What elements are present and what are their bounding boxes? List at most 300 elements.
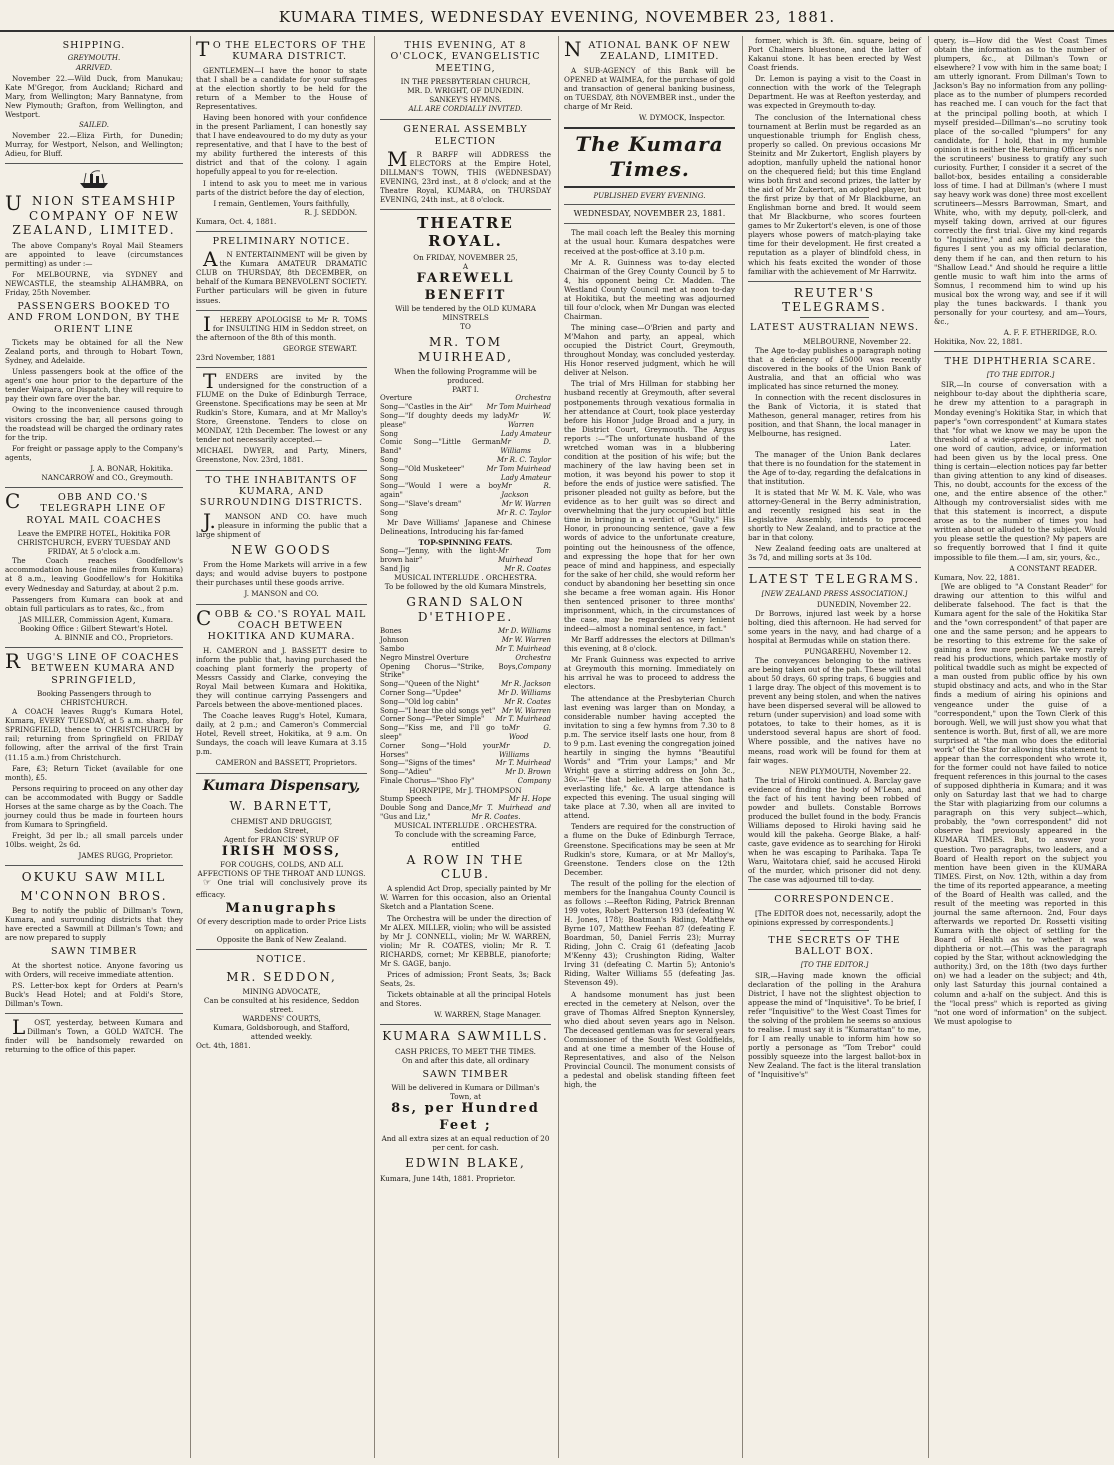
programme-performer: Mr D. Williams	[500, 438, 551, 456]
programme-performer: Orchestra	[515, 394, 551, 403]
union-signature: J. A. BONAR, Hokitika.	[90, 463, 173, 473]
apology-notice	[196, 311, 367, 362]
letter-place: Hokitika, Nov. 22, 1881.	[934, 337, 1023, 347]
theatre-royal-ad	[380, 214, 551, 1019]
programme-performer: Mr R. C. Taylor	[496, 456, 551, 465]
programme-performer: Mr R. Coates	[504, 697, 551, 706]
programme-performer: Mr R. Jackson	[501, 482, 551, 500]
evangelistic-text: ALL ARE CORDIALLY INVITED.	[408, 105, 523, 114]
rugg-text: Freight, 3d per lb.; all small parcels under 10lbs. weight, 2s 6d.	[5, 831, 183, 850]
rugg-text: Persons requiring to proceed on any other day can be accommodated with Buggy or Saddle Horses at the same charge as by the Coach. The journey could thus be made in fourteen hours from Kumara to Springfield.	[5, 783, 183, 829]
news-paragraph: The trial of Mrs Hillman for stabbing her husband recently at Greymouth, after several postponements through vexatious formalia in her attendance at Court, took place yesterday before his Honor Judge Broad and a jury, in the District Court, Greymouth. The Argus reports :—"The unfortunate husband of the wretched woman was in a blubbering condition at the position of his wife; but the machinery of the law having been set in motion, it was beyond his power to stop it before the ends of justice were satisfied. The prisoner pleaded not guilty as before, but the evidence as to her guilt was so direct and overwhelming that the jury occupied but little time in bringing in a verdict of "Guilty." His Honor, in pronouncing sentence, gave a few words of advice to the unfortunate creature, pointing out the heinousness of the offence, and expressing the hope that for her own peace of mind and happiness, and especially for the sake of her child, she would reform her conduct by abandoning her besetting sin once she became a free woman again. His Honor then sentenced prisoner to three months' imprisonment, which, in the circumstances of the case, may be regarded as very lenient indeed—almost a nominal sentence, in fact."	[564, 379, 735, 634]
programme-item	[380, 547, 551, 565]
letter-place: Kumara, Nov. 22, 1881.	[934, 572, 1020, 582]
latest-telegrams	[748, 572, 921, 884]
programme-performer: Orchestra	[515, 653, 551, 662]
sawmills-price: 8s, per Hundred Feet ;	[391, 1101, 540, 1133]
letter-to: [TO THE EDITOR.]	[986, 370, 1055, 379]
apology-text: IHEREBY APOLOGISE to Mr R. TOMS for INSULTING HIM in Seddon street, on the afternoon of the 8th of this month.	[196, 311, 367, 342]
letter-text: SIR,—In course of conversation with a neighbour to-day about the diphtheria scare, he drew my attention to a paragraph in Monday evening's Hokitika Star, in which that paper's "own correspondent" at Kumara states that "for what we know we may be upon the threshold of a wide-spread epidemic, yet not one word of caution, advice, or information had been given us by the local press. One thing is certain—election notices pay far better than giving attention to any kind of diseases. This, no doubt, accounts for the excess of the one, and the entire absence of the other." Although my controversialist sides with me that this statement is incorrect, a dispute arose as to the number of times you had written about or alluded to the subject. Would you please settle the question? My papers are so frequently borrowed that I find it quite impossible to file them.—I am, sir, yours, &c.,	[934, 380, 1107, 562]
news-paragraph: Dr. Lemon is paying a visit to the Coast in connection with the work of the Telegraph Department. He was at Reefton yesterday, and was expected in Greymouth to-day.	[748, 74, 921, 111]
cobb-heading: COBB AND CO.'S TELEGRAPH LINE OF ROYAL MAIL COACHES	[5, 488, 166, 526]
programme-performer: Mr T. Muirhead	[495, 644, 551, 653]
programme-performer: Mr W. Warren	[507, 411, 551, 429]
arrived-label: ARRIVED.	[75, 64, 113, 73]
sailed-label: SAILED.	[79, 121, 109, 130]
cobb-text: Passengers from Kumara can book at and obtain full particulars as to rates, &c., from	[5, 594, 183, 613]
theatre-signature: W. WARREN, Stage Manager.	[434, 1010, 541, 1020]
programme-item	[380, 412, 551, 430]
cobb-signature: JAS MILLER, Commission Agent, Kumara.	[18, 614, 173, 624]
rugg-heading: RUGG'S LINE OF COACHES BETWEEN KUMARA AND SPRINGFIELD,	[5, 648, 180, 686]
dateline: WEDNESDAY, NOVEMBER 23, 1881.	[573, 209, 726, 219]
divider	[380, 119, 551, 120]
lost-text: LOST, yesterday, between Kumara and Dillman's Town, a GOLD WATCH. The finder will be handsomely rewarded on returning to the office of this paper.	[5, 1014, 183, 1055]
bank-text: A SUB-AGENCY of this Bank will be OPENED at WAIMEA, for the purchase of gold and transaction of general banking business, on TUESDAY, 8th NOVEMBER inst., under the charge of Mr Reid.	[564, 65, 735, 112]
programme-performer: Mr D. Williams	[498, 741, 551, 759]
programme-item	[380, 759, 551, 768]
telegram-text: The Age to-day publishes a paragraph noting that a deficiency of £5000 was recently discovered in the books of the Union Bank of Australia, and that an official who was implicated has since returned the money.	[748, 345, 921, 392]
notice-text: Kumara, Goldsborough, and Stafford, attended weekly.	[213, 1023, 350, 1042]
cobb-booking: Booking Office : Gilbert Stewart's Hotel.	[20, 623, 168, 633]
dispensary-text: Opposite the Bank of New Zealand.	[216, 935, 347, 945]
programme-piece: Song—"Old Musketeer"	[380, 464, 465, 473]
divider	[5, 647, 183, 648]
kumara-sawmills-ad	[380, 1029, 551, 1182]
programme-item	[380, 474, 551, 483]
letter-text: query, is—How did the West Coast Times obtain the information as to the number of plumpers, &c., at Dillman's Town or elsewhere? I vow with him in the same boat; I am utterly ignorant. From Dillman's Town to Jackson's Bay no information from any polling-place as to the number of plumpers recorded has reached me. I can vouch for the fact that at the principal polling booth, at which I myself presided—Dillman's—no scrutiny took place of the so-called "plumpers" for any candidate, for I hold, that in my humble opinion it is neither the Returning Officer's nor the scrutineers' business to gratify any such curiosity. Further, I consider it a secret of the ballot-box, besides entailing a considerable loss of time. I had at Dillman's (where I must say heavy work was done) three most excellent scrutineers—Messrs Barrowman, Smart, and White, who, with my deputy, poll-clerk, and myself taking down, arrived at our figures correctly the first trial. Give my kind regards to "Inquisitive," and ask him to peruse the figures I sent you as my official declaration, deny them if he can, and then return to his "Shallow Lead." And should he require a little gentle music to waft him into the arms of Somnus, I recommend him to wind up his musical box the wrong way, and see if it will play the tunes backwards. I thank you personally for your courtesy, and am—Yours, &c.,	[934, 36, 1107, 326]
correspondence-heading: CORRESPONDENCE.	[774, 894, 895, 906]
notice-courts: WARDENS' COURTS,	[242, 1014, 321, 1024]
letter-title: THE SECRETS OF THE BALLOT BOX.	[768, 934, 901, 958]
programme-piece: Comic Song—"Little German Band"	[380, 438, 501, 456]
rugg-signature: JAMES RUGG, Proprietor.	[78, 851, 173, 861]
running-header: KUMARA TIMES, WEDNESDAY EVENING, NOVEMBER 23, 1881.	[0, 8, 1114, 32]
column-2	[191, 36, 375, 1458]
dispensary-text: FOR COUGHS, COLDS, AND ALL AFFECTIONS OF THE THROAT AND LUNGS.	[197, 860, 366, 879]
electors-closing: I remain, Gentlemen, Yours faithfully,	[213, 198, 350, 208]
union-text: The above Company's Royal Mail Steamers are appointed to leave (circumstances permitting) as under :—	[5, 240, 183, 268]
rugg-text: A COACH leaves Rugg's Kumara Hotel, Kumara, EVERY TUESDAY, at 5 a.m. sharp, for SPRINGFIELD, thence to CHRISTCHURCH by rail; returning from Springfield on FRIDAY following, after the arrival of the first Train (11.15 a.m.) from Christchurch.	[5, 707, 183, 762]
bank-heading: NATIONAL BANK OF NEW ZEALAND, LIMITED.	[564, 37, 731, 63]
dispensary-agent: Agent for FRANCIS' SYRUP OF	[223, 834, 340, 844]
programme-performer: Mr W. Warren	[501, 500, 551, 509]
programme-piece: Song—"Signs of the times"	[380, 759, 476, 768]
divider	[800, 317, 869, 318]
pointing-hand-icon: ☞	[203, 878, 212, 889]
programme-performer: Lady Amateur	[500, 473, 551, 482]
sawmills-signature: Kumara, June 14th, 1881. Proprietor.	[380, 1173, 516, 1183]
preliminary-notice	[196, 236, 367, 305]
programme-item	[380, 456, 551, 465]
programme-piece: Sambo	[380, 644, 405, 653]
notice-date: Oct. 4th, 1881.	[196, 1041, 251, 1051]
sawmills-item: SAWN TIMBER	[422, 1068, 509, 1080]
divider	[5, 865, 183, 866]
okuku-firm: M'CONNON BROS.	[20, 888, 168, 903]
cobb-mail-coach-ad	[196, 605, 367, 768]
union-steamship-ad	[5, 191, 183, 482]
programme-piece: Sand Jig	[380, 564, 410, 573]
programme-piece: Opening Chorus—"Strike, Boys, Strike"	[380, 662, 518, 680]
cobb-telegraph-ad	[5, 488, 183, 642]
programme-performer: Mr D. Williams	[498, 627, 551, 636]
news-paragraph: The attendance at the Presbyterian Church last evening was larger than on Monday, a considerable number having accepted the invitation to sing a few hymns from 7.30 to 8 p.m. The service itself lasts one hour, from 8 to 9 p.m. Last evening the congregation joined heartily in singing the hymns "Beautiful Words" and "Trim your Lamps;" and Mr Wright gave a stirring address on John 3c., 36v.—"He that believeth on the Son hath everlasting life," &c. A large attendance is expected this evening. The usual singing will take place at 7.30, when all are invited to attend.	[564, 693, 735, 821]
column-5	[743, 36, 929, 1458]
assembly-heading: GENERAL ASSEMBLY ELECTION	[403, 124, 528, 147]
notice-heading: NOTICE.	[256, 954, 307, 966]
programme-piece: Song—"Kiss me, and I'll go to sleep"	[380, 724, 509, 742]
union-heading: UNION STEAMSHIP COMPANY OF NEW ZEALAND, LIMITED.	[5, 191, 180, 238]
news-paragraph: Mr A. R. Guinness was to-day elected Chairman of the Grey County Council by 5 to 4, his opponent being Cr. Madden. The Westland County Council met at noon to-day at Hokitika, but the meeting was adjourned till four o'clock, when Mr Dungan was elected Chairman.	[564, 257, 735, 321]
programme-piece: Johnson	[380, 636, 409, 645]
electors-heading: TO THE ELECTORS OF THE KUMARA DISTRICT.	[196, 37, 367, 63]
news-paragraph: The mining case—O'Brien and party and M'Mahon and party, an appeal, which occupied the District Court, Greymouth, throughout Monday, was concluded yesterday. His Honor reserved judgment, which he will deliver at Nelson.	[564, 323, 735, 378]
tenders-text: TENDERS are invited by the undersigned for the construction of a FLUME on the Duke of Edinburgh Terrace, Greenstone. Specifications may be seen at Mr Rudkin's Store, Kumara, and at Mr Malloy's Store, Greenstone. Tenders to close on MONDAY, 12th December. The lowest or any tender not necessarily accepted.—	[196, 368, 367, 445]
programme-item	[380, 663, 551, 681]
theatre-text: The Orchestra will be under the direction of Mr ALEX. MILLER, violin; who will be assisted by Mr J. CONNELL, violin; Mr W. WARREN, violin; Mr R. COATES, violin; Mr R. T. RICHARDS, cornet; Mr KEBBLE, pianoforte; Mr S. GAGE, banjo.	[380, 913, 551, 968]
dispensary-title: Kumara Dispensary,	[202, 777, 361, 794]
letter-continued	[934, 36, 1107, 346]
programme-performer: Mr W. Warren	[501, 706, 551, 715]
divider	[196, 231, 367, 232]
programme-item	[380, 509, 551, 518]
dateline: DUNEDIN, November 22.	[816, 599, 911, 609]
divider	[5, 1013, 183, 1014]
theatre-text: Mr Dave Williams' Japanese and Chinese Delineations, Introducing his far-famed	[380, 517, 551, 536]
notice-name: MR. SEDDON,	[226, 969, 337, 984]
dispensary-text: Of every description made to order Price Lists on application.	[196, 917, 367, 936]
programme-piece: Song	[380, 429, 398, 438]
shipping-port: GREYMOUTH.	[67, 54, 121, 63]
programme-item	[380, 689, 551, 698]
programme-piece: Bones	[380, 627, 402, 636]
latest-sub: [NEW ZEALAND PRESS ASSOCIATION.]	[761, 589, 908, 598]
cobbmail-text: The Coache leaves Rugg's Hotel, Kumara, daily, at 2 p.m.; and Cameron's Commercial Hotel, Revell street, Hokitika, at 9 a.m. On Sundays, the coach will leave Kumara at 3.15 p.m.	[196, 711, 367, 757]
theatre-text: Tickets obtainable at all the principal Hotels and Stores.	[380, 990, 551, 1009]
seddon-notice	[196, 954, 367, 1050]
evangelistic-text: MR. D. WRIGHT, OF DUNEDIN.	[407, 86, 524, 96]
manson-signature: J. MANSON and CO.	[244, 589, 319, 599]
divider	[196, 949, 367, 950]
correspondence-note: [The EDITOR does not, necessarily, adopt the opinions expressed by correspondents.]	[748, 908, 921, 927]
telegram-text: It is stated that Mr W. M. K. Vale, who was attorney-General in the Berry administration, and recently resigned his seat in the Legislative Assembly, intends to proceed shortly to New Zealand, and to practice at the bar in that colony.	[748, 487, 921, 543]
arrived-text: November 22.—Wild Duck, from Manukau; Kate M'Gregor, from Auckland; Richard and Mary, from Wellington; Mary Bannatyne, from New Plymouth; Grafton, from Wellington, and Westport.	[5, 74, 183, 120]
programme-item	[380, 645, 551, 654]
divider	[380, 1024, 551, 1025]
reuters-telegrams	[748, 286, 921, 563]
bank-signature: W. DYMOCK, Inspector.	[638, 113, 725, 123]
manson-heading: TO THE INHABITANTS OF KUMARA, AND SURROUNDING DISTRICTS.	[199, 474, 364, 509]
theatre-hornpipe: HORNPIPE, Mr J. THOMPSON	[409, 785, 522, 795]
assembly-text: MR BARFF will ADDRESS the ELECTORS at the Empire Hotel, DILLMAN'S TOWN, THIS (WEDNESDAY) EVENING, 23rd inst., at 8 o'clock; and at the Theatre Royal, KUMARA, on THURSDAY EVENING, 24th inst., at 8 o'clock.	[380, 146, 551, 205]
dispensary-ad	[196, 778, 367, 945]
programme-item	[380, 394, 551, 403]
divider	[196, 604, 367, 605]
programme-piece: Song—"Adieu"	[380, 768, 432, 777]
telegram-text: The trial of Hiroki continued. A. Barclay gave evidence of finding the body of M'Lean, and the fact of his tent having been robbed of powder and bullets. Constable Borrows produced the bullet found in the body. Francis Williams deposed to Hiroki having said he would kill the pakeha. George Blake, a half-caste, gave evidence as to searching for Hiroki when he was escaping to Parihaka. Tapa Te Waru, Waitotara chief, said he accused Hiroki of the murder, which prisoner did not deny. The case was adjourned till to-day.	[748, 775, 921, 885]
sailed-text: November 22.—Eliza Firth, for Dunedin; Murray, for Westport, Nelson, and Wellington; Adieu, for Bluff.	[5, 131, 183, 159]
sawmills-name: EDWIN BLAKE,	[405, 1156, 526, 1171]
divider	[5, 487, 183, 488]
dateline: PUNGAREHU, November 12.	[804, 646, 911, 656]
manson-text: From the Home Markets will arrive in a few days; and would advise buyers to postpone their purchases until these goods arrive.	[196, 560, 367, 588]
prelim-text: AN ENTERTAINMENT will be given by the Kumara AMATEUR DRAMATIC CLUB on THURSDAY, 8th DECEMBER, on behalf of the Kumara BENEVOLENT SOCIETY. Further particulars will be given in future issues.	[196, 247, 367, 305]
manson-text: J.MANSON AND CO. have much pleasure in informing the public that a large shipment of	[196, 508, 367, 539]
editor-reply: [We are obliged to "A Constant Reader" for drawing our attention to this wilful and deliberate falsehood. The fact is that the Kumara agent for the sale of the Hokitika Star and the "own correspondent" of that paper are one and the same person; and he appears to be resorting to this extreme for the sake of gaining a few more pennies. We very rarely read his productions, which partake mostly of political twaddle such as might be expected of a man ousted from public office by his own stupid obstinacy and acts, and who in the Star finds a medium of airing his opinions and vengeance under the guise of a "correspondent," upon the Town Clerk of this borough. Well, we will just show you what that sentence is worth. But, first of all, we are more surprised at "the man who does the editorial work" of the Star for allowing this statement to appear than the correspondent who wrote it, for the former could not have failed to notice frequent references in this journal to the cases of supposed diphtheria in Kumara; and it was only on Saturday last that we had to charge the Star with plagiarizing from our columns a paragraph on this very subject—which, probably, the "own correspondent" did not observe had previously appeared in the KUMARA TIMES. But, to answer your question. Two paragraphs, two leaders, and a Board of Health report on the subject you mention have been given in the KUMARA TIMES. First, on Nov. 12th, within a day from the time of its reported appearance, a meeting of the Board of Health was called, and the result of the meeting was reported in this journal the same afternoon. 2nd, Four days afterwards we reported Dr. Rossetti visiting Kumara with the object of settling for the Board of Health as to whether it was diphtheria or not.—(This was the paragraph copied by the Star, without acknowledging the authority.) 3rd, on the 18th (two days further on) we had a leader on the subject; and 4th, only last Saturday this journal contained a column and a-half on the subject. And this is the "local press" which is reported as giving "not one word of information" on the subject. We must apologise to	[934, 581, 1107, 1026]
dateline: Later.	[889, 440, 911, 450]
local-news	[564, 228, 735, 1089]
programme-piece: Overture	[380, 394, 412, 403]
theatre-text: A splendid Act Drop, specially painted by Mr W. Warren for this occasion, also an Oriental Sketch and a Plantation Scene.	[380, 884, 551, 912]
programme-item	[380, 795, 551, 804]
theatre-interlude: MUSICAL INTERLUDE . ORCHESTRA.	[394, 821, 537, 831]
union-text: Owing to the inconvenience caused through visitors crossing the bar, all persons going to the roadstead will be charged the ordinary rates for the trip.	[5, 405, 183, 442]
column-6	[929, 36, 1114, 1458]
lost-watch-ad	[5, 1014, 183, 1055]
cobb-schedule: Leave the EMPIRE HOTEL, Hokitika FOR CHRISTCHURCH, EVERY TUESDAY AND FRIDAY, At 5 o'clock a.m.	[17, 529, 171, 557]
rugg-text: Fare, £3; Return Ticket (available for one month), £5.	[5, 763, 183, 782]
theatre-feats: TOP-SPINNING FEATS.	[418, 537, 513, 547]
dispensary-manugraphs: Manugraphs	[225, 900, 338, 916]
cast-list	[380, 627, 551, 653]
divider	[196, 310, 367, 311]
dateline: MELBOURNE, November 22.	[802, 336, 911, 346]
news-paragraph: Tenders are required for the construction of a flume on the Duke of Edinburgh Terrace, Greenstone. Specifications may be seen at Mr Rudkin's store, Kumara, or at Mr Malloy's, Greenstone. Tenders close on the 12th December.	[564, 822, 735, 877]
programme-performer: Mr D. Williams	[498, 688, 551, 697]
letter-signature: A. F. F. ETHERIDGE, R.O.	[1003, 328, 1097, 337]
programme-item	[380, 715, 551, 724]
programme-performer: Mr T. Muirhead	[495, 759, 551, 768]
published-line: PUBLISHED EVERY EVENING.	[593, 191, 706, 200]
programme-piece: Song—"Queen of the Night"	[380, 680, 480, 689]
programme-performer: Mr Tom Muirhead	[486, 403, 551, 412]
programme-item	[380, 403, 551, 412]
news-paragraph: The result of the polling for the election of members for the Inangahua County Council is as follows :—Reefton Riding, Patrick Brennan 199 votes, Robert Patterson 193 (defeating W. H. Jones, 178); Boatman's Riding, Matthew Byrne 107, Matthew Feehan 87 (defeating F. Boardman, 50, Daniel Ferris 23); Murray Riding, John C. Craig 61 (defeating Jacob M'Kenny 43); Crushington Riding, Walter Irving 31 (defeating C. Martin 5); Antonio's Riding, Walter Williams 55 (defeating Jas. Stevenson 49).	[564, 878, 735, 988]
programme-piece: Song—"I hear the old songs yet"	[380, 706, 496, 715]
programme-list	[380, 654, 551, 786]
local-news-continued	[748, 36, 921, 276]
news-paragraph: former, which is 3ft. 6in. square, being of Port Chalmers bluestone, and the latter of Kakanui stone. It has been erected by West Coast friends.	[748, 36, 921, 73]
evangelistic-heading: THIS EVENING, AT 8 O'CLOCK, EVANGELISTIC MEETING,	[390, 40, 541, 74]
programme-piece: Double Song and Dance, "Gus and Liz,"	[380, 803, 472, 821]
rugg-sub: Booking Passengers through to CHRISTCHURCH.	[36, 689, 152, 708]
theatre-interlude: MUSICAL INTERLUDE . ORCHESTRA.	[394, 573, 537, 583]
dispensary-text: One trial will conclusively prove its efficacy.	[196, 878, 367, 899]
sawmills-heading: KUMARA SAWMILLS.	[382, 1029, 549, 1044]
divider	[934, 351, 1107, 352]
letter-to: [TO THE EDITOR.]	[800, 960, 869, 969]
theatre-text: When the following Programme will be produced.	[394, 367, 537, 386]
diphtheria-heading: THE DIPHTHERIA SCARE.	[944, 356, 1097, 368]
union-subheading: PASSENGERS BOOKED TO AND FROM LONDON, BY THE ORIENT LINE	[7, 300, 181, 335]
union-text: Tickets may be obtained for all the New Zealand ports, and through to Hobart Town, Sydney, and Adelaide.	[5, 338, 183, 366]
latest-heading: LATEST TELEGRAMS.	[748, 572, 921, 587]
electors-signature: R. J. SEDDON.	[304, 207, 357, 217]
prelim-heading: PRELIMINARY NOTICE.	[212, 235, 351, 247]
manson-item: NEW GOODS	[231, 542, 332, 557]
news-paragraph: A handsome monument has just been erected in the cemetery at Nelson, over the grave of Thomas Alfred Snepton Kynnersley, who died about seven years ago in Nelson. The deceased gentleman was for several years Commissioner of the South West Goldfields, and at one time a member of the House of Representatives, and also of the Nelson Provincial Council. The monument consists of a pedestal and obelisk standing fifteen feet high, the	[564, 989, 735, 1090]
divider	[748, 281, 921, 282]
programme-list	[380, 394, 551, 517]
column-3	[375, 36, 559, 1458]
telegram-text: The manager of the Union Bank declares that there is no foundation for the statement in the Age of to-day, regarding the defalcations in that institution.	[748, 449, 921, 486]
programme-performer: Mr H. Hope	[508, 794, 551, 803]
programme-piece: Song—"Would I were a boy again"	[380, 482, 502, 500]
telegram-text: Dr Borrows, injured last week by a horse bolting, died this afternoon. He had served for some years in the navy, and had charge of a hospital at Bermudas while on station there.	[748, 608, 921, 645]
programme-performer: Mr G. Wood	[508, 724, 551, 742]
union-text: Unless passengers book at the office of the agent's one hour prior to the departure of the tender Waipara, or Dispatch, they will require to pay their own fare over the bar.	[5, 367, 183, 404]
divider	[748, 889, 921, 890]
theatre-part: PART I.	[452, 385, 479, 395]
dispensary-trade: CHEMIST AND DRUGGIST,	[230, 816, 333, 826]
theatre-grand-salon: GRAND SALON D'ETHIOPE.	[406, 595, 525, 624]
news-paragraph: The mail coach left the Bealey this morning at the usual hour. Kumara despatches were received at the post-office at 3.10 p.m.	[564, 228, 735, 256]
sawmills-text: On and after this date, all ordinary	[401, 1055, 530, 1065]
programme-piece: Song—"Jenny, with the light-brown hair"	[380, 546, 499, 564]
programme-item	[380, 804, 551, 822]
reuters-sub: LATEST AUSTRALIAN NEWS.	[750, 322, 919, 334]
programme-performer: Mr Tom Muirhead	[486, 464, 551, 473]
programme-performer: Company	[517, 777, 551, 786]
theatre-text: Prices of admission; Front Seats, 3s; Back Seats, 2s.	[380, 969, 551, 988]
programme-performer: Mr R. Coates	[504, 564, 551, 573]
programme-item	[380, 680, 551, 689]
telegram-text: In connection with the recent disclosures in the Bank of Victoria, it is stated that Matheson, general manager, retires from his position, and that Shann, the local manager in Melbourne, has resigned.	[748, 393, 921, 439]
evangelistic-notice	[380, 40, 551, 114]
okuku-heading: OKUKU SAW MILL	[21, 870, 167, 885]
union-text: For MELBOURNE, via SYDNEY and NEWCASTLE, the steamship ALHAMBRA, on Friday, 25th November.	[5, 269, 183, 297]
evangelistic-text: SANKEY'S HYMNS.	[429, 95, 502, 105]
programme-performer: Mr W. Warren	[501, 636, 551, 645]
electors-address	[196, 37, 367, 226]
programme-item	[380, 654, 551, 663]
correspondence-section	[748, 894, 921, 1079]
theatre-benefit: FAREWELL BENEFIT	[416, 271, 515, 303]
tenders-signature: MICHAEL DWYER, and Party, Miners, Greenstone, Nov. 23rd, 1881.	[196, 446, 367, 465]
programme-performer: Company	[517, 662, 551, 671]
divider	[5, 163, 183, 164]
programme-piece: Song—"Old log cabin"	[380, 697, 459, 706]
news-paragraph: Mr Barff addresses the electors at Dillman's this evening, at 8 o'clock.	[564, 635, 735, 654]
divider	[196, 367, 367, 368]
programme-item	[380, 707, 551, 716]
divider	[380, 209, 551, 210]
okuku-sawmill-ad	[5, 870, 183, 1008]
programme-piece: Song	[380, 456, 398, 465]
telegram-text: New Zealand feeding oats are unaltered at 3s 7d, and milling sorts at 3s 10d.	[748, 544, 921, 563]
diphtheria-letter	[934, 356, 1107, 1026]
union-signature: NANCARROW and CO., Greymouth.	[41, 472, 173, 482]
newspaper-nameplate: The Kumara Times.	[564, 127, 735, 187]
column-1	[0, 36, 191, 1458]
programme-item	[380, 500, 551, 509]
programme-item	[380, 724, 551, 742]
okuku-item: SAWN TIMBER	[51, 946, 137, 958]
programme-list	[380, 547, 551, 573]
union-text: For freight or passage apply to the Company's agents,	[5, 443, 183, 462]
theatre-text: Will be tendered by the OLD KUMARA MINSTRELS	[395, 304, 536, 323]
steamship-icon	[78, 168, 110, 190]
programme-performer: Mr R. Jackson	[501, 680, 551, 689]
divider	[196, 470, 367, 471]
programme-item	[380, 465, 551, 474]
programme-item	[380, 636, 551, 645]
sawmills-text: And all extra sizes at an equal reduction of 20 per cent. for cash.	[381, 1134, 550, 1153]
programme-item	[380, 742, 551, 760]
programme-piece: Song	[380, 508, 398, 517]
programme-item	[380, 438, 551, 456]
programme-item	[380, 482, 551, 500]
programme-item	[380, 768, 551, 777]
dateline: NEW PLYMOUTH, November 22.	[789, 766, 911, 776]
apology-date: 23rd November, 1881	[196, 352, 276, 362]
assembly-election-notice	[380, 124, 551, 204]
okuku-text: Beg to notify the public of Dillman's Town, Kumara, and surrounding districts that they have erected a Sawmill at Dillman's Town; and are now prepared to supply	[5, 905, 183, 943]
news-paragraph: Mr Frank Guinness was expected to arrive at Greymouth this morning. Immediately on his arrival he was to proceed to address the electors.	[564, 655, 735, 692]
dispensary-street: Seddon Street,	[254, 825, 309, 835]
tenders-notice	[196, 368, 367, 465]
rugg-coaches-ad	[5, 648, 183, 861]
shipping-section	[5, 40, 183, 158]
programme-performer: Mr T. Muirhead	[495, 715, 551, 724]
apology-signature: GEORGE STEWART.	[282, 343, 357, 353]
programme-piece: Finale Chorus—"Shoo Fly"	[380, 777, 475, 786]
programme-performer: Mr D. Brown	[505, 768, 551, 777]
programme-piece: Corner Song—"Updee"	[380, 688, 462, 697]
cobb-text: The Coach reaches Goodfellow's accommodation house (nine miles from Kumara) at 8 a.m., leaving Goodfellow's for Hokitika every Wednesday and Saturday, at about 2 p.m.	[5, 556, 183, 593]
electors-date: Kumara, Oct. 4, 1881.	[196, 216, 277, 226]
column-4	[559, 36, 743, 1458]
programme-item	[380, 777, 551, 786]
programme-piece: Song—"Castles in the Air"	[380, 403, 473, 412]
news-paragraph: The conclusion of the International chess tournament at Berlin must be regarded as an unquestionable triumph for English chess, properly so called. On previous occasions Mr Steinitz and Mr Zukertort, English players by adoption, manfully upheld the national honor on the chequered field; but this time England wins both first and second prizes, the latter by the aid of Mr Zukertort, an adopted player, but the first prize by that of Mr Blackburne, an Englishman borne and bred. It would seem that Mr Blackburne, who scores fourteen games to Mr Zukertort's eleven, is one of those players whose powers of match-playing take time for their development. He first created a reputation as a player of blindfold chess, in which his feats excited the wonder of those familiar with the achievement of Mr Harrwitz.	[748, 112, 921, 276]
divider	[196, 773, 367, 774]
programme-performer: Mr Tom Muirhead	[498, 546, 551, 564]
programme-item	[380, 430, 551, 439]
letter-text: SIR,—Having made known the official declaration of the polling in the Arahura District, I have not the slightest objection to appease the mind of "Inquisitive". To be brief, I refer "Inquisitive" to the West Coast Times for the solving of the problem he seems so anxious to realise. I must say it is "Kumarattan" to me, for I am really unable to inform him how so portly a personage as "Tom Trebor" could possibly squeeze into the largest ballot-box in New Zealand. The fact is the literal translation of "Inquisitive's"	[748, 970, 921, 1080]
manson-ad	[196, 475, 367, 599]
programme-piece: Song—"Slave's dream"	[380, 500, 462, 509]
sawmills-text: Will be delivered in Kumara or Dillman's Town, at	[391, 1083, 540, 1102]
cobbmail-text: H. CAMERON and J. BASSETT desire to inform the public that, having purchased the coaching plant formerly the property of Messrs Cassidy and Clarke, conveying the Royal Mail between Kumara and Hokitika, they will continue carrying Passengers and Parcels between the above-mentioned places.	[196, 645, 367, 710]
letter-signature: A CONSTANT READER.	[1009, 563, 1097, 573]
sawmills-sub: CASH PRICES, TO MEET THE TIMES.	[395, 1046, 536, 1056]
programme-performer: Mr R. C. Taylor	[496, 508, 551, 517]
cobbmail-signature: CAMERON and BASSETT, Proprietors.	[215, 758, 357, 768]
programme-performer: Lady Amateur	[500, 429, 551, 438]
theatre-text: To be followed by the old Kumara Minstrels,	[384, 582, 547, 592]
telegram-text: The conveyances belonging to the natives are being taken out of the pah. These will total about 50 drays, 60 spring traps, 6 buggies and 1 large dray. The object of this movement is to prevent any being stolen, and when the natives have been dispersed several will be allowed to return (under supervision) and load some with potatoes, to take to their homes, as it is understood several hapus are short of food. Where possible, and the natives have no means, road work will be found for them at fair wages.	[748, 655, 921, 765]
divider	[564, 223, 735, 224]
notice-role: MINING ADVOCATE,	[242, 986, 321, 996]
cobb-signature: A. BINNIE and CO., Proprietors.	[54, 632, 173, 642]
electors-text: GENTLEMEN—I have the honor to state that I shall be a candidate for your suffrages at the election shortly to be held for the return of a Member to the House of Representatives.	[196, 65, 367, 112]
programme-piece: Corner Song—"Peter Simple"	[380, 715, 485, 724]
programme-item	[380, 565, 551, 574]
theatre-to: TO	[460, 322, 471, 332]
theatre-date: On FRIDAY, NOVEMBER 25,	[413, 253, 518, 263]
divider	[564, 204, 735, 205]
theatre-heading: THEATRE ROYAL.	[417, 214, 514, 251]
notice-text: Can be consulted at his residence, Seddon street.	[203, 996, 360, 1015]
programme-piece: Stump Speech	[380, 794, 432, 803]
programme-performer: Mr T. Muirhead and Mr R. Coates.	[471, 803, 551, 821]
divider	[748, 567, 921, 568]
programme-item	[380, 698, 551, 707]
programme-piece: Song—"If doughty deeds my lady please"	[380, 411, 508, 429]
theatre-text: To conclude with the screaming Farce, entitled	[394, 830, 537, 849]
